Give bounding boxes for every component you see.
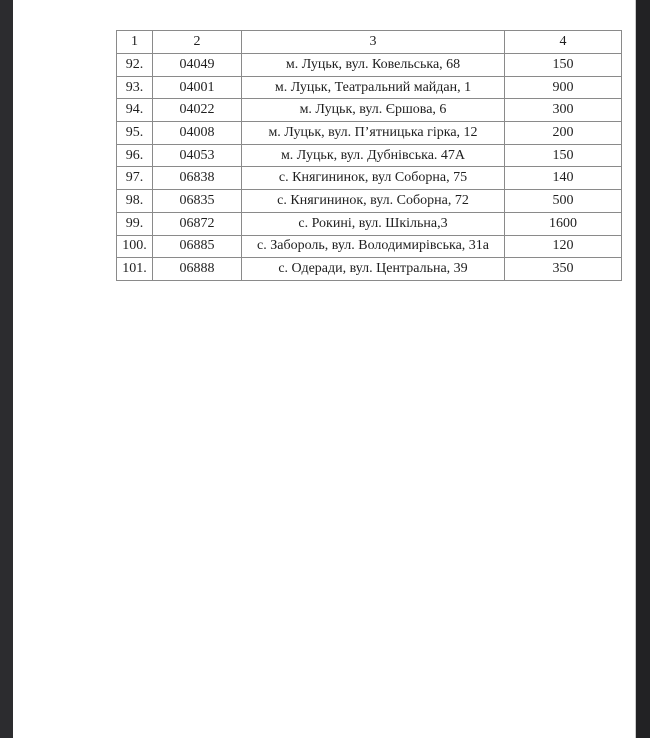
table-row bbox=[117, 122, 622, 145]
table-body bbox=[117, 54, 622, 281]
code-cell: 04008 bbox=[153, 122, 242, 145]
row-number-cell: 94. bbox=[117, 99, 153, 122]
table-row bbox=[117, 99, 622, 122]
code-cell: 04001 bbox=[153, 76, 242, 99]
address-cell: м. Луцьк, вул. Дубнівська. 47А bbox=[242, 144, 505, 167]
value-cell: 500 bbox=[505, 190, 622, 213]
value-cell: 1600 bbox=[505, 212, 622, 235]
table-row bbox=[117, 212, 622, 235]
value-cell: 200 bbox=[505, 122, 622, 145]
value-cell: 150 bbox=[505, 54, 622, 77]
screen-right-edge bbox=[635, 0, 650, 738]
table-row bbox=[117, 258, 622, 281]
value-cell: 900 bbox=[505, 76, 622, 99]
row-number-cell: 100. bbox=[117, 235, 153, 258]
value-cell: 140 bbox=[505, 167, 622, 190]
row-number-cell: 95. bbox=[117, 122, 153, 145]
table-row bbox=[117, 144, 622, 167]
code-cell: 06838 bbox=[153, 167, 242, 190]
address-cell: м. Луцьк, вул. Ковельська, 68 bbox=[242, 54, 505, 77]
document-page bbox=[13, 0, 635, 738]
value-cell: 300 bbox=[505, 99, 622, 122]
row-number-cell: 92. bbox=[117, 54, 153, 77]
address-cell: м. Луцьк, Театральний майдан, 1 bbox=[242, 76, 505, 99]
address-cell: с. Забороль, вул. Володимирівська, 31а bbox=[242, 235, 505, 258]
table-row bbox=[117, 235, 622, 258]
table-row bbox=[117, 54, 622, 77]
row-number-cell: 98. bbox=[117, 190, 153, 213]
data-table bbox=[116, 30, 622, 281]
value-cell: 350 bbox=[505, 258, 622, 281]
header-cell: 3 bbox=[242, 31, 505, 54]
header-cell: 1 bbox=[117, 31, 153, 54]
code-cell: 04053 bbox=[153, 144, 242, 167]
code-cell: 06835 bbox=[153, 190, 242, 213]
header-cell: 2 bbox=[153, 31, 242, 54]
code-cell: 06872 bbox=[153, 212, 242, 235]
table-row bbox=[117, 167, 622, 190]
code-cell: 06885 bbox=[153, 235, 242, 258]
address-cell: с. Одеради, вул. Центральна, 39 bbox=[242, 258, 505, 281]
table-row bbox=[117, 190, 622, 213]
address-cell: м. Луцьк, вул. Єршова, 6 bbox=[242, 99, 505, 122]
address-cell: с. Княгининок, вул Соборна, 75 bbox=[242, 167, 505, 190]
address-cell: с. Рокині, вул. Шкільна,3 bbox=[242, 212, 505, 235]
value-cell: 150 bbox=[505, 144, 622, 167]
address-cell: с. Княгининок, вул. Соборна, 72 bbox=[242, 190, 505, 213]
code-cell: 06888 bbox=[153, 258, 242, 281]
row-number-cell: 96. bbox=[117, 144, 153, 167]
address-cell: м. Луцьк, вул. П’ятницька гірка, 12 bbox=[242, 122, 505, 145]
row-number-cell: 93. bbox=[117, 76, 153, 99]
row-number-cell: 99. bbox=[117, 212, 153, 235]
row-number-cell: 97. bbox=[117, 167, 153, 190]
value-cell: 120 bbox=[505, 235, 622, 258]
screen-left-edge bbox=[0, 0, 13, 738]
table-row bbox=[117, 76, 622, 99]
header-cell: 4 bbox=[505, 31, 622, 54]
code-cell: 04049 bbox=[153, 54, 242, 77]
row-number-cell: 101. bbox=[117, 258, 153, 281]
table-header bbox=[117, 31, 622, 54]
table-header-row bbox=[117, 31, 622, 54]
code-cell: 04022 bbox=[153, 99, 242, 122]
